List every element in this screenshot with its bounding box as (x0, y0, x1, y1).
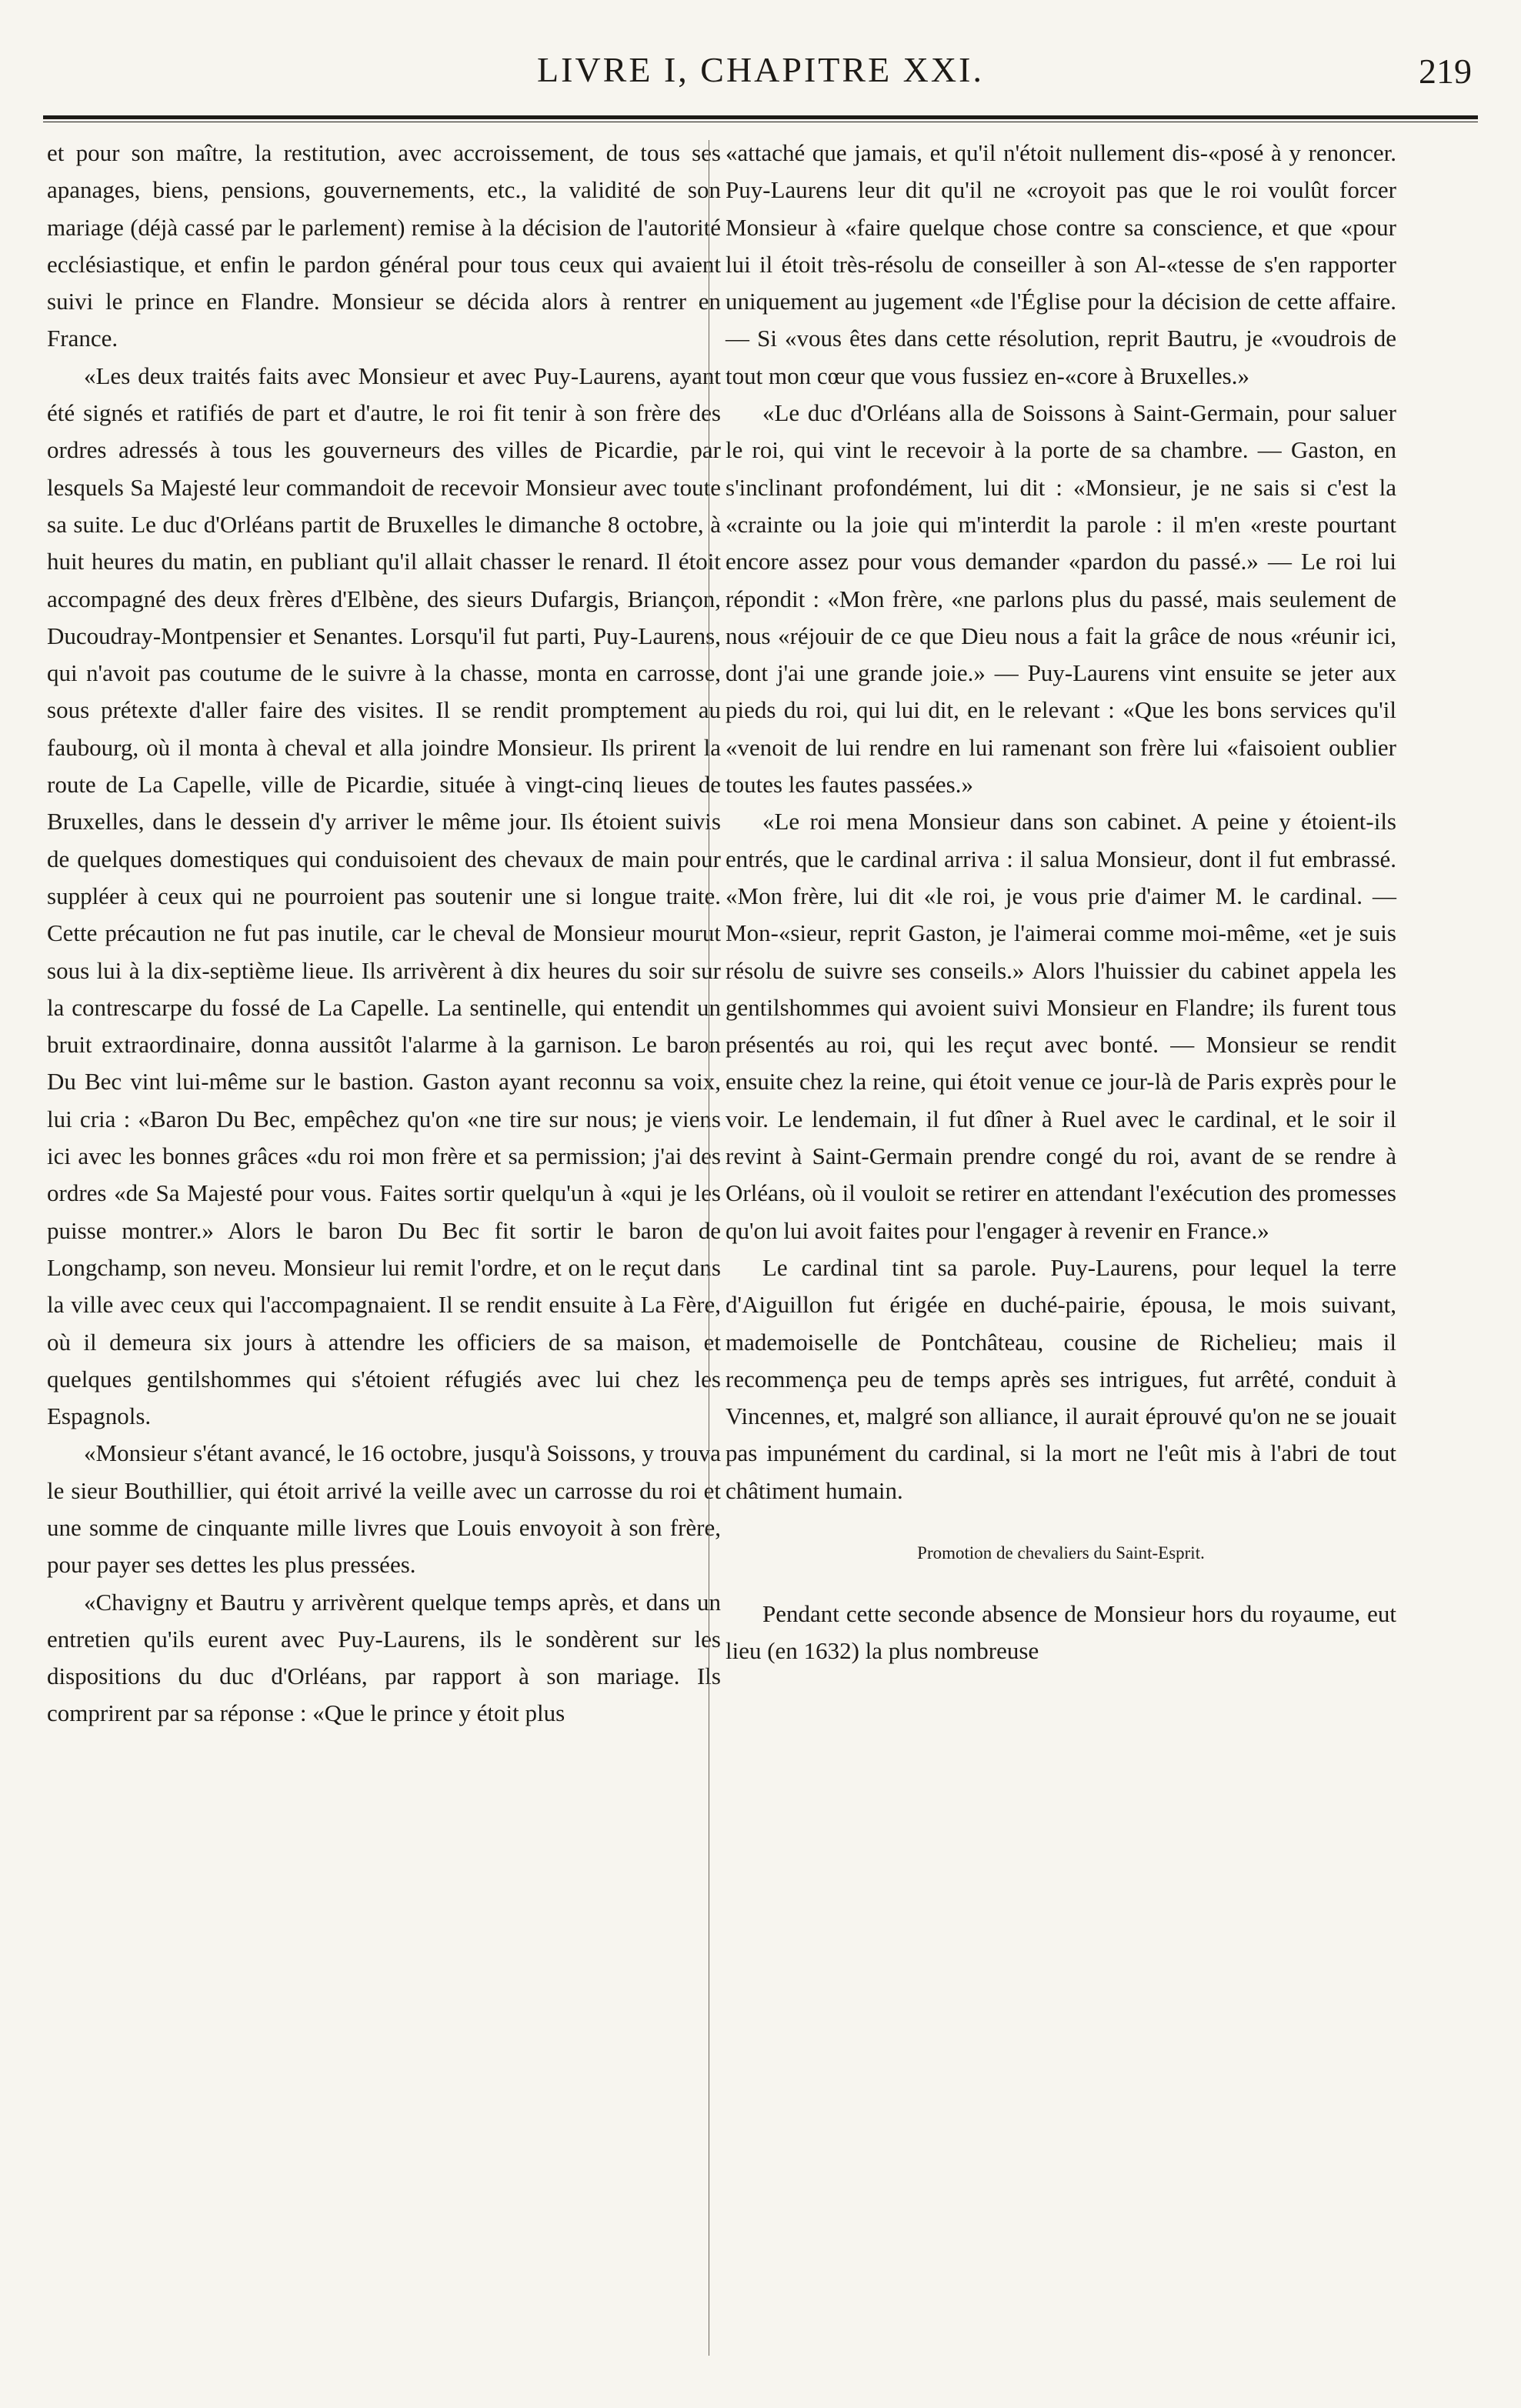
paragraph: «Le duc d'Orléans alla de Soissons à Saint-Germain, pour saluer le roi, qui vint le recevoir à la porte de sa chambre. — Gaston, en s'inclinant profondément, lui dit : «Monsieur, je ne sais si c'est la «crainte ou la joie qui m'interdit la parole : il m'en «reste pourtant encore assez pour vous demander «pardon du passé.» — Le roi lui répondit : «Mon frère, «ne parlons plus du passé, mais seulement de nous «réjouir de ce que Dieu nous a fait la grâce de nous «réunir ici, dont j'ai une grande joie.» — Puy-Laurens vint ensuite se jeter aux pieds du roi, qui lui dit, en le relevant : «Que les bons services qu'il «venoit de lui rendre en lui ramenant son frère lui «faisoient oublier toutes les fautes passées.» (725, 399, 1396, 799)
section-heading: Promotion de chevaliers du Saint-Esprit. (917, 1543, 1205, 1563)
paragraph: Pendant cette seconde absence de Monsieur hors du royaume, eut lieu (en 1632) la plus nombreuse (725, 1599, 1396, 1665)
paragraph: «Chavigny et Bautru y arrivèrent quelque temps après, et dans un entretien qu'ils eurent avec Puy-Laurens, ils le sondèrent sur les dispositions du duc d'Orléans, par rapport à son mariage. Ils comprirent par sa réponse : «Que le prince y étoit plus (47, 1588, 721, 1727)
running-title: LIVRE I, CHAPITRE XXI. (537, 50, 984, 89)
paragraph: Le cardinal tint sa parole. Puy-Laurens, pour lequel la terre d'Aiguillon fut érigée en duché-pairie, épousa, le mois suivant, mademoiselle de Pontchâteau, cousine de Richelieu; mais il recommença peu de temps après ses intrigues, fut arrêté, conduit à Vincennes, et, malgré son alliance, il aurait éprouvé qu'on ne se jouait pas impunément du cardinal, si la mort ne l'eût mis à l'abri de tout châtiment humain. (725, 1253, 1396, 1504)
paragraph: «Le roi mena Monsieur dans son cabinet. A peine y étoient-ils entrés, que le cardinal arriva : il salua Monsieur, dont il fut embrassé. «Mon frère, lui dit «le roi, je vous prie d'aimer M. le cardinal. — Mon-«sieur, reprit Gaston, je l'aimerai comme moi-même, «et je suis résolu de suivre ses conseils.» Alors l'huissier du cabinet appela les gentilshommes qui avoient suivi Monsieur en Flandre; ils furent tous présentés au roi, qui les reçut avec bonté. — Monsieur se rendit ensuite chez la reine, qui étoit venue ce jour-là de Paris exprès pour le voir. Le lendemain, il fut dîner à Ruel avec le cardinal, et le soir il revint à Saint-Germain prendre congé du roi, avant de se rendre à Orléans, où il vouloit se retirer en attendant l'exécution des promesses qu'on lui avoit faites pour l'engager à revenir en France.» (725, 808, 1396, 1244)
page-header (43, 49, 1478, 108)
page-number: 219 (1419, 52, 1472, 91)
paragraph: «Les deux traités faits avec Monsieur et avec Puy-Laurens, ayant été signés et ratifiés de part et d'autre, le roi fit tenir à son frère des ordres adressés à tous les gouverneurs des villes de Picardie, par lesquels Sa Majesté leur commandoit de recevoir Monsieur avec toute sa suite. Le duc d'Orléans partit de Bruxelles le dimanche 8 octobre, à huit heures du matin, en publiant qu'il allait chasser le renard. Il étoit accompagné des deux frères d'Elbène, des sieurs Dufargis, Briançon, Ducoudray-Montpensier et Senantes. Lorsqu'il fut parti, Puy-Laurens, qui n'avoit pas coutume de le suivre à la chasse, monta en carrosse, sous prétexte d'aller faire des visites. Il se rendit promptement au faubourg, où il monta à cheval et alla joindre Monsieur. Ils prirent la route de La Capelle, ville de Picardie, située à vingt-cinq lieues de Bruxelles, dans le dessein d'y arriver le même jour. Ils étoient suivis de quelques domestiques qui conduisoient des chevaux de main pour suppléer à ceux qui ne pourroient pas soutenir une si longue traite. Cette précaution ne fut pas inutile, car le cheval de Monsieur mourut sous lui à la dix-septième lieue. Ils arrivèrent à dix heures du soir sur la contrescarpe du fossé de La Capelle. La sentinelle, qui entendit un bruit extraordinaire, donna aussitôt l'alarme à la garnison. Le baron Du Bec vint lui-même sur le bastion. Gaston ayant reconnu sa voix, lui cria : «Baron Du Bec, empêchez qu'on «ne tire sur nous; je viens ici avec les bonnes grâces «du roi mon frère et sa permission; j'ai des ordres «de Sa Majesté pour vous. Faites sortir quelqu'un à «qui je les puisse montrer.» Alors le baron Du Bec fit sortir le baron de Longchamp, son neveu. Monsieur lui remit l'ordre, et on le reçut dans la ville avec ceux qui l'accompagnaient. Il se rendit ensuite à La Fère, où il demeura six jours à attendre les officiers de sa maison, et quelques gentilshommes qui s'étoient réfugiés avec lui chez les Espagnols. (47, 362, 721, 1430)
left-column (47, 135, 721, 1733)
paragraph: et pour son maître, la restitution, avec accroissement, de tous ses apanages, biens, pensions, gouvernements, etc., la validité de son mariage (déjà cassé par le parlement) remise à la décision de l'autorité ecclésiastique, et enfin le pardon général pour tous ceux qui avaient suivi le prince en Flandre. Monsieur se décida alors à rentrer en France. (47, 139, 721, 352)
right-column (725, 135, 1396, 1670)
paragraph: «attaché que jamais, et qu'il n'étoit nullement dis-«posé à y renoncer. Puy-Laurens leur dit qu'il ne «croyoit pas que le roi voulût forcer Monsieur à «faire quelque chose contre sa conscience, et que «pour lui il étoit très-résolu de conseiller à son Al-«tesse de s'en rapporter uniquement au jugement «de l'Église pour la décision de cette affaire. — Si «vous êtes dans cette résolution, reprit Bautru, je «voudrois de tout mon cœur que vous fussiez en-«core à Bruxelles.» (725, 139, 1396, 389)
paragraph: «Monsieur s'étant avancé, le 16 octobre, jusqu'à Soissons, y trouva le sieur Bouthillier, qui étoit arrivé la veille avec un carrosse du roi et une somme de cinquante mille livres que Louis envoyoit à son frère, pour payer ses dettes les plus pressées. (47, 1439, 721, 1579)
header-rule (43, 115, 1478, 122)
